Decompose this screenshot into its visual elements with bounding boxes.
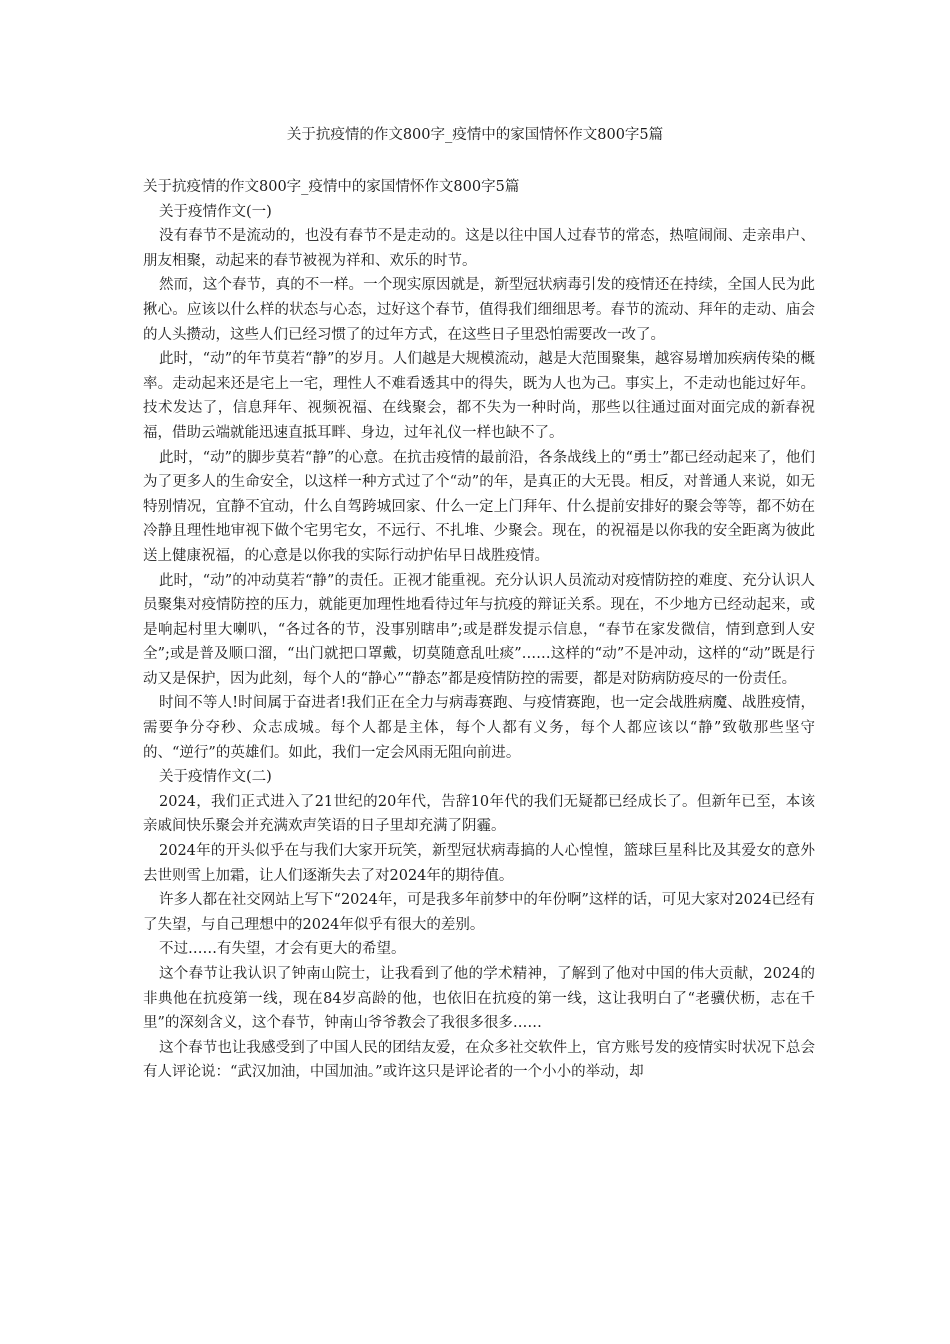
paragraph: 此时，“动”的年节莫若“静”的岁月。人们越是大规模流动，越是大范围聚集，越容易增加疾病传染的概率。走动起来还是宅上一宅，理性人不难看透其中的得失，既为人也为己。事实上，不走动也能过好年。技术发达了，信息拜年、视频祝福、在线聚会，都不失为一种时尚，那些以往通过面对面完成的新春祝福，借助云端就能迅速直抵耳畔、身边，过年礼仪一样也缺不了。 <box>143 351 815 441</box>
paragraph: 2024，我们正式进入了21世纪的20年代，告辞10年代的我们无疑都已经成长了。但新年已至，本该亲戚间快乐聚会并充满欢声笑语的日子里却充满了阴霾。 <box>143 793 815 835</box>
section-heading: 关于疫情作文(二) <box>159 769 272 786</box>
document-heading: 关于抗疫情的作文800字_疫情中的家国情怀作文800字5篇 <box>143 179 520 195</box>
section-heading: 关于疫情作文(一) <box>159 203 272 220</box>
page-title: 关于抗疫情的作文800字_疫情中的家国情怀作文800字5篇 <box>286 127 664 143</box>
paragraph: 此时，“动”的冲动莫若“静”的责任。正视才能重视。充分认识人员流动对疫情防控的难度、充分认识人员聚集对疫情防控的压力，就能更加理性地看待过年与抗疫的辩证关系。现在，不少地方已经动起来，或是响起村里大喇叭，“各过各的节，没事别瞎串”;或是群发提示信息，“春节在家发微信，情到意到人安全”;或是普及顺口溜，“出门就把口罩戴，切莫随意乱吐痰”……这样的“动”不是冲动，这样的“动”既是行动又是保护，因为此刻，每个人的“静心”“静态”都是疫情防控的需要，都是对防病防疫尽的一份责任。 <box>143 572 815 687</box>
paragraph: 此时，“动”的脚步莫若“静”的心意。在抗击疫情的最前沿，各条战线上的“勇士”都已经动起来了，他们为了更多人的生命安全，以这样一种方式过了个“动”的年，是真正的大无畏。相反，对普通人来说，如无特别情况，宜静不宜动，什么自驾跨城回家、什么一定上门拜年、什么提前安排好的聚会等等，都不妨在冷静且理性地审视下做个宅男宅女，不远行、不扎堆、少聚会。现在，的祝福是以你我的安全距离为彼此送上健康祝福，的心意是以你我的实际行动护佑早日战胜疫情。 <box>143 449 815 564</box>
document-body <box>143 175 815 1085</box>
paragraph: 然而，这个春节，真的不一样。一个现实原因就是，新型冠状病毒引发的疫情还在持续，全国人民为此揪心。应该以什么样的状态与心态，过好这个春节，值得我们细细思考。春节的流动、拜年的走动、庙会的人头攒动，这些人们已经习惯了的过年方式，在这些日子里恐怕需要改一改了。 <box>143 277 815 343</box>
paragraph: 这个春节也让我感受到了中国人民的团结友爱，在众多社交软件上，官方账号发的疫情实时状况下总会有人评论说：“武汉加油，中国加油。”或许这只是评论者的一个小小的举动，却 <box>143 1039 815 1081</box>
paragraph: 2024年的开头似乎在与我们大家开玩笑，新型冠状病毒搞的人心惶惶，篮球巨星科比及其爱女的意外去世则雪上加霜，让人们逐渐失去了对2024年的期待值。 <box>143 843 815 884</box>
paragraph: 时间不等人!时间属于奋进者!我们正在全力与病毒赛跑、与疫情赛跑，也一定会战胜病魔、战胜疫情，需要争分夺秒、众志成城。每个人都是主体，每个人都有义务，每个人都应该以“静”致敬那些坚守的、“逆行”的英雄们。如此，我们一定会风雨无阻向前进。 <box>143 695 815 761</box>
paragraph: 这个春节让我认识了钟南山院士，让我看到了他的学术精神，了解到了他对中国的伟大贡献，2024的非典他在抗疫第一线，现在84岁高龄的他，也依旧在抗疫的第一线，这让我明白了“老骥伏枥，志在千里”的深刻含义，这个春节，钟南山爷爷教会了我很多很多…… <box>143 966 815 1032</box>
paragraph: 许多人都在社交网站上写下“2024年，可是我多年前梦中的年份啊”这样的话，可见大家对2024已经有了失望，与自己理想中的2024年似乎有很大的差别。 <box>143 892 815 933</box>
paragraph: 不过……有失望，才会有更大的希望。 <box>159 941 406 958</box>
paragraph: 没有春节不是流动的，也没有春节不是走动的。这是以往中国人过春节的常态，热喧闹闹、走亲串户、朋友相聚，动起来的春节被视为祥和、欢乐的时节。 <box>143 228 815 269</box>
